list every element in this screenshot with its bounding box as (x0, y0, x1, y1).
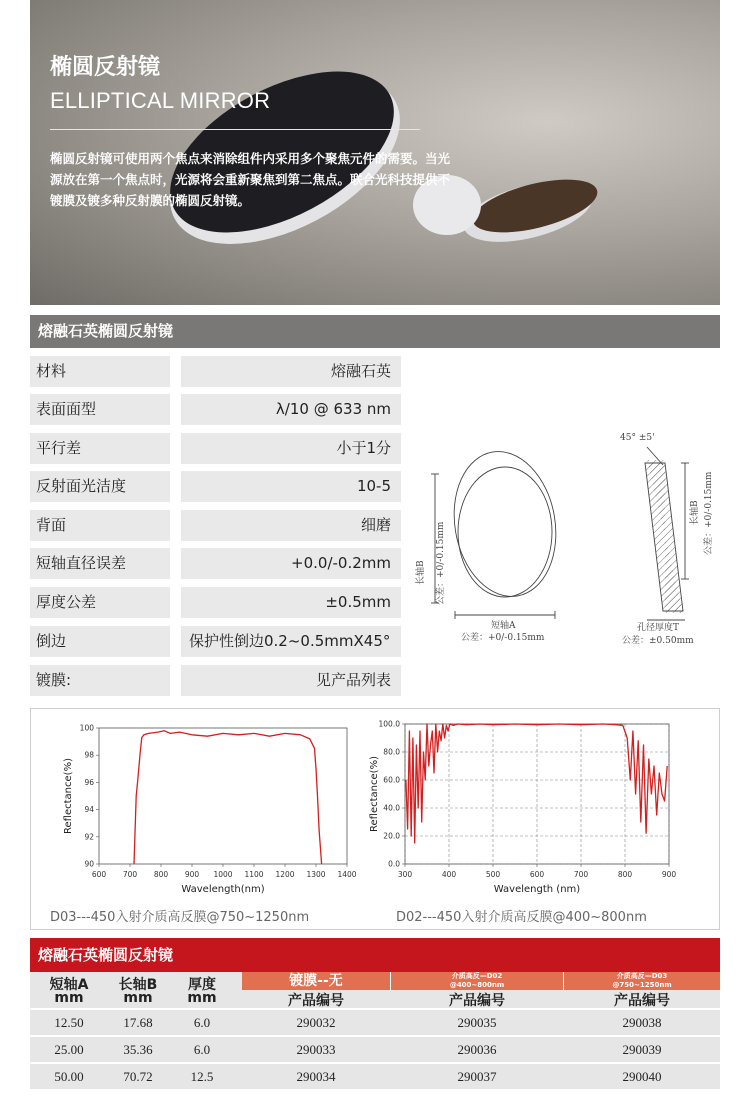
col-thickness-unit: mm (187, 990, 217, 1006)
drawing-side-long-axis-label: 长轴B (690, 500, 700, 525)
chart-d02-caption: D02---450入射介质高反膜@400~800nm (396, 910, 647, 925)
x-tick-label: 300 (397, 870, 413, 879)
drawing-thickness-label: 孔径厚度T (637, 623, 680, 633)
cell-short-axis: 25.00 (54, 1042, 84, 1057)
coating-d03-title: 介质高反—D03 (616, 972, 668, 980)
drawing-side-long-axis-tolerance: 公差：+0/-0.15mm (704, 471, 714, 555)
col-short-axis-unit: mm (54, 990, 84, 1006)
col-long-axis: 长轴B (118, 977, 158, 993)
y-tick-label: 96 (84, 777, 94, 787)
x-tick-label: 400 (441, 870, 457, 879)
spec-label: 材料 (30, 356, 170, 387)
spec-label: 短轴直径误差 (30, 548, 170, 579)
cell-short-axis: 50.00 (54, 1069, 84, 1084)
mirror-front-view (431, 443, 567, 619)
cell-product-no: 290037 (457, 1069, 497, 1084)
cell-product-no: 290036 (457, 1042, 497, 1057)
mirror-side-view (645, 447, 689, 620)
spec-label: 反射面光洁度 (30, 471, 170, 502)
chart-d02 (357, 712, 697, 902)
spec-value: +0.0/-0.2mm (181, 548, 401, 579)
drawing-long-axis-tolerance: 公差：+0/-0.15mm (436, 521, 446, 605)
spec-label: 镀膜: (30, 665, 170, 696)
x-tick-label: 700 (122, 870, 138, 879)
y-tick-label: 40.0 (383, 803, 400, 813)
spec-section-title: 熔融石英椭圆反射镜 (30, 315, 720, 348)
cell-product-no: 290032 (296, 1015, 336, 1030)
spec-label: 平行差 (30, 433, 170, 464)
x-tick-label: 800 (617, 870, 633, 879)
cell-thickness: 6.0 (193, 1042, 211, 1057)
cell-long-axis: 35.36 (123, 1042, 153, 1057)
coating-d03-header (564, 972, 720, 990)
chart-d03-caption: D03---450入射介质高反膜@750~1250nm (50, 910, 310, 925)
x-tick-label: 1000 (213, 870, 233, 879)
spec-label: 厚度公差 (30, 587, 170, 618)
cell-product-no: 290038 (622, 1015, 662, 1030)
series-line (406, 724, 667, 843)
y-tick-label: 20.0 (383, 831, 400, 841)
hero-title: 椭圆反射镜 (50, 55, 161, 80)
x-tick-label: 1300 (306, 870, 326, 879)
hero-banner (30, 0, 720, 305)
y-tick-label: 94 (84, 805, 94, 815)
y-tick-label: 90 (84, 859, 94, 869)
spec-label: 表面面型 (30, 394, 170, 425)
cell-short-axis: 12.50 (54, 1015, 84, 1030)
y-axis-label: Reflectance(%) (369, 756, 380, 832)
cell-long-axis: 17.68 (123, 1015, 153, 1030)
x-axis-label: Wavelength(nm) (181, 884, 265, 895)
x-tick-label: 1400 (337, 870, 357, 879)
x-tick-label: 1200 (275, 870, 295, 879)
cell-product-no: 290033 (296, 1042, 336, 1057)
y-axis-label: Reflectance(%) (63, 758, 74, 834)
spec-value: λ/10 @ 633 nm (181, 394, 401, 425)
cell-product-no: 290034 (296, 1069, 336, 1084)
drawing-short-axis-label: 短轴A (491, 621, 516, 631)
coating-d02-header (391, 972, 563, 990)
cell-product-no: 290039 (622, 1042, 662, 1057)
coating-d02-range: @400~800nm (449, 981, 505, 989)
x-tick-label: 700 (573, 870, 589, 879)
coating-none-header: 镀膜--无 (242, 972, 390, 990)
drawing-short-axis-tolerance: 公差：+0/-0.15mm (461, 633, 545, 643)
y-tick-label: 0.0 (388, 859, 400, 869)
hero-description: 椭圆反射镜可使用两个焦点来消除组件内采用多个聚焦元件的需要。当光源放在第一个焦点时，光源将会重新聚焦到第二焦点。联合光科技提供不镀膜及镀多种反射膜的椭圆反射镜。 (50, 151, 451, 208)
x-tick-label: 900 (184, 870, 200, 879)
y-tick-label: 100.0 (378, 719, 400, 729)
technical-drawing (415, 425, 720, 655)
spec-value: 10-5 (181, 471, 401, 502)
x-tick-label: 500 (485, 870, 501, 879)
coating-d02-title: 介质高反—D02 (451, 972, 503, 980)
spec-label: 背面 (30, 510, 170, 541)
product-no-header: 产品编号 (288, 993, 344, 1009)
drawing-long-axis-label: 长轴B (416, 560, 426, 585)
y-tick-label: 80.0 (383, 747, 400, 757)
y-tick-label: 92 (84, 832, 94, 842)
product-no-header: 产品编号 (614, 993, 670, 1009)
product-no-header: 产品编号 (449, 993, 505, 1009)
spec-value: 小于1分 (181, 433, 401, 464)
col-short-axis: 短轴A (49, 977, 89, 993)
col-thickness: 厚度 (188, 977, 216, 993)
col-long-axis-unit: mm (123, 990, 153, 1006)
cell-long-axis: 70.72 (123, 1069, 153, 1084)
spec-value: ±0.5mm (181, 587, 401, 618)
drawing-angle-label: 45° ±5' (620, 433, 655, 443)
spec-label: 倒边 (30, 626, 170, 657)
spec-value: 保护性倒边0.2~0.5mmX45° (181, 626, 401, 657)
cell-product-no: 290035 (457, 1015, 497, 1030)
y-tick-label: 60.0 (383, 775, 400, 785)
coating-d03-range: @750~1250nm (612, 981, 672, 989)
x-tick-label: 600 (529, 870, 545, 879)
product-table-title: 熔融石英椭圆反射镜 (30, 938, 720, 972)
spec-value: 见产品列表 (181, 665, 401, 696)
y-tick-label: 100 (79, 723, 94, 733)
cell-product-no: 290040 (622, 1069, 662, 1084)
spec-value: 细磨 (181, 510, 401, 541)
x-axis-label: Wavelength (nm) (493, 884, 581, 895)
x-tick-label: 600 (91, 870, 107, 879)
drawing-thickness-tolerance: 公差：±0.50mm (622, 636, 694, 646)
x-tick-label: 1100 (244, 870, 264, 879)
x-tick-label: 900 (661, 870, 677, 879)
hero-divider (50, 129, 420, 130)
series-line (134, 731, 322, 864)
spec-value: 熔融石英 (181, 356, 401, 387)
cell-thickness: 6.0 (193, 1015, 211, 1030)
hero-subtitle: ELLIPTICAL MIRROR (50, 88, 271, 113)
cell-thickness: 12.5 (190, 1069, 214, 1084)
x-tick-label: 800 (153, 870, 169, 879)
chart-d03 (31, 712, 361, 902)
y-tick-label: 98 (84, 750, 94, 760)
